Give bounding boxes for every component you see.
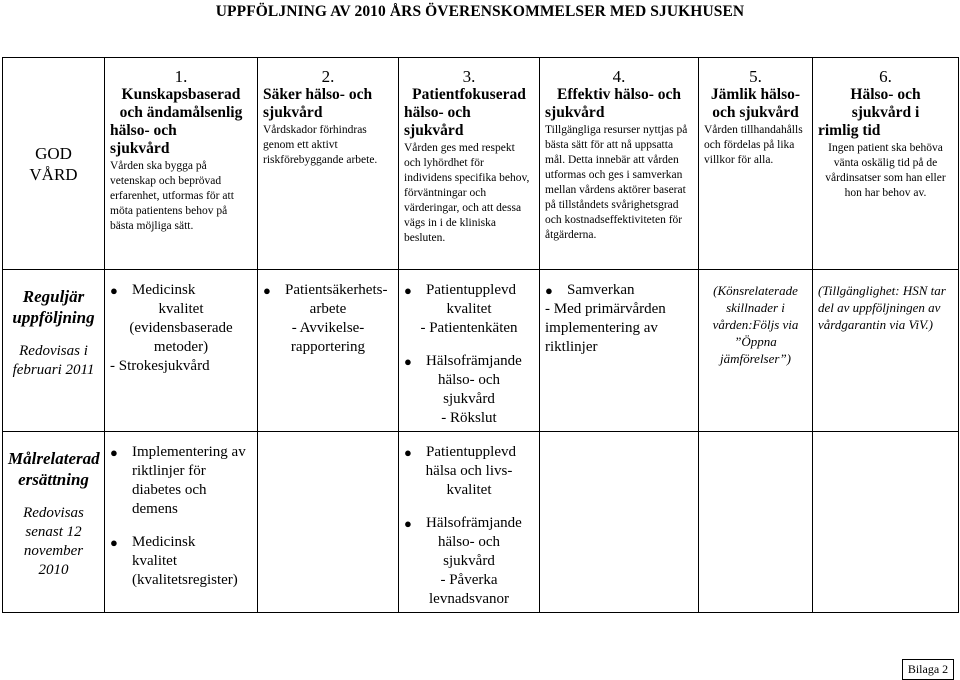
column-number: 5. — [749, 67, 762, 86]
heading-line: rimlig tid — [818, 122, 881, 139]
column-heading-continued — [404, 104, 534, 140]
heading-line: Kunskapsbaserad — [121, 86, 241, 103]
bullet-icon — [404, 281, 426, 300]
entry-line: Patientupplevd — [426, 282, 516, 298]
row-sublabel-line: Redovisas — [23, 505, 84, 521]
bullet-entry — [110, 443, 252, 590]
row-sublabel-line: senast 12 — [25, 524, 82, 540]
bullet-icon — [404, 443, 426, 462]
column-number: 2. — [321, 67, 335, 86]
entry-line: sjukvård — [443, 391, 495, 407]
entry-line: Medicinsk — [132, 534, 196, 550]
column-heading-continued — [545, 104, 693, 122]
heading-line: hälso- och — [110, 122, 177, 139]
row-label-line: uppföljning — [12, 308, 95, 327]
column-heading-continued — [110, 122, 252, 158]
heading-line: sjukvård — [110, 140, 170, 157]
entry-line: kvalitet — [446, 482, 492, 498]
entry-line: hälsa och livs- — [425, 463, 513, 479]
entry-line: - Rökslut — [441, 410, 497, 426]
row-label-line: Reguljär — [22, 287, 85, 306]
bullet-icon — [263, 281, 285, 300]
note-line: ”Öppna — [734, 334, 777, 349]
entry-line: Implementering av — [132, 444, 246, 460]
column-number: 1. — [174, 67, 188, 86]
column-description: Vården ges med respekt och lyhördhet för individens specifika behov, förväntningar och värderingar, och att dessa vägs in i de kliniska besluten. — [404, 142, 530, 244]
heading-line: och sjukvård — [712, 104, 799, 121]
bullet-icon — [110, 533, 132, 552]
heading-line: Hälso- och — [850, 86, 921, 103]
bullet-entry — [263, 281, 393, 357]
cell-r2-c2 — [258, 432, 399, 613]
row-sublabel-line: november — [23, 543, 84, 559]
heading-line: och ändamålsenlig — [119, 104, 243, 121]
column-heading — [545, 86, 693, 104]
entry-line: kvalitet — [158, 301, 204, 317]
column-heading-continued — [818, 122, 953, 140]
entry-line: kvalitet — [446, 301, 492, 317]
column-number: 4. — [612, 67, 626, 86]
heading-line: sjukvård — [263, 104, 323, 121]
bullet-icon — [404, 352, 426, 371]
bullet-icon — [545, 281, 567, 300]
entry-line: (evidensbaserade — [129, 320, 233, 336]
corner-cell — [3, 58, 105, 270]
entry-line: - Strokesjukvård — [110, 358, 210, 374]
header-row — [3, 58, 959, 270]
note-line: (Könsrelaterade — [713, 283, 798, 298]
row-regular-followup — [3, 270, 959, 432]
entry-line: Hälsofrämjande — [426, 515, 522, 531]
column-number: 6. — [879, 67, 892, 86]
row-label — [8, 286, 99, 380]
note-line: vården:Följs via — [712, 317, 799, 332]
bullet-icon — [110, 443, 132, 462]
row-label-line: ersättning — [18, 470, 89, 489]
row-goal-compensation — [3, 432, 959, 613]
entry-line: hälso- och — [437, 534, 501, 550]
column-heading — [818, 86, 953, 122]
cell-r2-c1 — [105, 432, 258, 613]
column-heading — [404, 86, 534, 104]
entry-line: - Patientenkäten — [420, 320, 518, 336]
row-label-cell — [3, 432, 105, 613]
note — [818, 282, 953, 333]
column-heading — [110, 86, 252, 122]
row-label-line: Målrelaterad — [8, 449, 100, 468]
entry-line: riktlinjer för — [132, 463, 206, 479]
column-description: Vården tillhandahålls och fördelas på lika villkor för alla. — [704, 124, 803, 166]
bullet-icon — [404, 514, 426, 533]
column-description: Tillgängliga resurser nyttjas på bästa sätt för att nå uppsatta mål. Detta innebär att vården utformas och ges i samverkan mellan vårdens aktörer baserat på tillståndets svårighetsgrad och kostnadseffektiviteten för åtgärderna. — [545, 124, 688, 241]
entry-line: rapportering — [290, 339, 366, 355]
cell-r2-c3 — [399, 432, 540, 613]
heading-line: sjukvård — [404, 122, 464, 139]
heading-line: sjukvård — [545, 104, 605, 121]
column-header-2 — [258, 58, 399, 270]
entry-line: (kvalitetsregister) — [132, 572, 238, 588]
column-header-3 — [399, 58, 540, 270]
bullet-entry — [404, 281, 534, 428]
entry-line: hälso- och — [437, 372, 501, 388]
row-sublabel-line: Redovisas i — [19, 343, 88, 359]
column-description: Ingen patient ska behöva vänta oskälig tid på de vårdinsatser som han eller hon har behov av. — [825, 142, 946, 199]
entry-line: Patientupplevd — [426, 444, 516, 460]
heading-line: Patientfokuserad — [412, 86, 526, 103]
row-sublabel — [8, 342, 99, 380]
note-line: del av uppföljningen av — [818, 300, 941, 315]
note-line: jämförelser”) — [719, 351, 792, 366]
cell-r1-c6 — [813, 270, 959, 432]
entry-line: Patientsäkerhets- — [285, 282, 388, 298]
entry-line: riktlinjer — [545, 339, 598, 355]
column-header-1 — [105, 58, 258, 270]
entry-line: metoder) — [153, 339, 209, 355]
entry-line: sjukvård — [443, 553, 495, 569]
agreement-table — [2, 57, 959, 613]
entry-line: kvalitet — [132, 553, 177, 569]
cell-r1-c4 — [540, 270, 699, 432]
note-line: skillnader i — [726, 300, 785, 315]
entry-line: arbete — [309, 301, 347, 317]
corner-line: GOD — [35, 144, 72, 163]
heading-line: Säker hälso- och — [263, 86, 373, 103]
row-sublabel-line: 2010 — [38, 562, 69, 578]
corner-line: VÅRD — [29, 165, 78, 184]
page-title: UPPFÖLJNING AV 2010 ÅRS ÖVERENSKOMMELSER MED SJUKHUSEN — [215, 3, 745, 20]
entry-line: Samverkan — [567, 282, 635, 298]
note — [704, 282, 807, 367]
entry-line: - Med primärvården — [545, 301, 666, 317]
cell-r1-c2 — [258, 270, 399, 432]
cell-r2-c4 — [540, 432, 699, 613]
entry-line: Medicinsk — [132, 282, 196, 298]
column-heading — [263, 86, 393, 122]
bullet-entry — [110, 281, 252, 376]
entry-line: - Avvikelse- — [291, 320, 365, 336]
column-header-5 — [699, 58, 813, 270]
entry-line: diabetes och demens — [132, 482, 207, 517]
heading-line: Effektiv hälso- och — [557, 86, 681, 103]
column-header-6 — [813, 58, 959, 270]
bullet-icon — [110, 281, 132, 300]
row-sublabel-line: februari 2011 — [12, 362, 95, 378]
note-line: (Tillgänglighet: HSN tar — [818, 283, 946, 298]
heading-line: sjukvård i — [851, 104, 920, 121]
note-line: vårdgarantin via ViV.) — [818, 317, 933, 332]
column-description: Vårdskador förhindras genom ett aktivt riskförebyggande arbete. — [263, 124, 378, 166]
column-heading — [704, 86, 807, 122]
entry-line: - Påverka — [440, 572, 498, 588]
cell-r1-c3 — [399, 270, 540, 432]
row-sublabel — [8, 504, 99, 580]
heading-line: Jämlik hälso- — [710, 86, 801, 103]
cell-r2-c5 — [699, 432, 813, 613]
column-description: Vården ska bygga på vetenskap och beprövad erfarenhet, utformas för att möta patientens behov på bästa möjliga sätt. — [110, 160, 234, 232]
bullet-entry — [404, 443, 534, 609]
row-label — [8, 448, 99, 580]
cell-r1-c1 — [105, 270, 258, 432]
column-header-4 — [540, 58, 699, 270]
column-number: 3. — [462, 67, 476, 86]
entry-line: Hälsofrämjande — [426, 353, 522, 369]
cell-r1-c5 — [699, 270, 813, 432]
bullet-entry — [545, 281, 693, 357]
cell-r2-c6 — [813, 432, 959, 613]
row-label-cell — [3, 270, 105, 432]
entry-line: implementering av — [545, 320, 658, 336]
heading-line: hälso- och — [404, 104, 471, 121]
entry-line: levnadsvanor — [429, 591, 509, 607]
attachment-label: Bilaga 2 — [902, 659, 954, 680]
